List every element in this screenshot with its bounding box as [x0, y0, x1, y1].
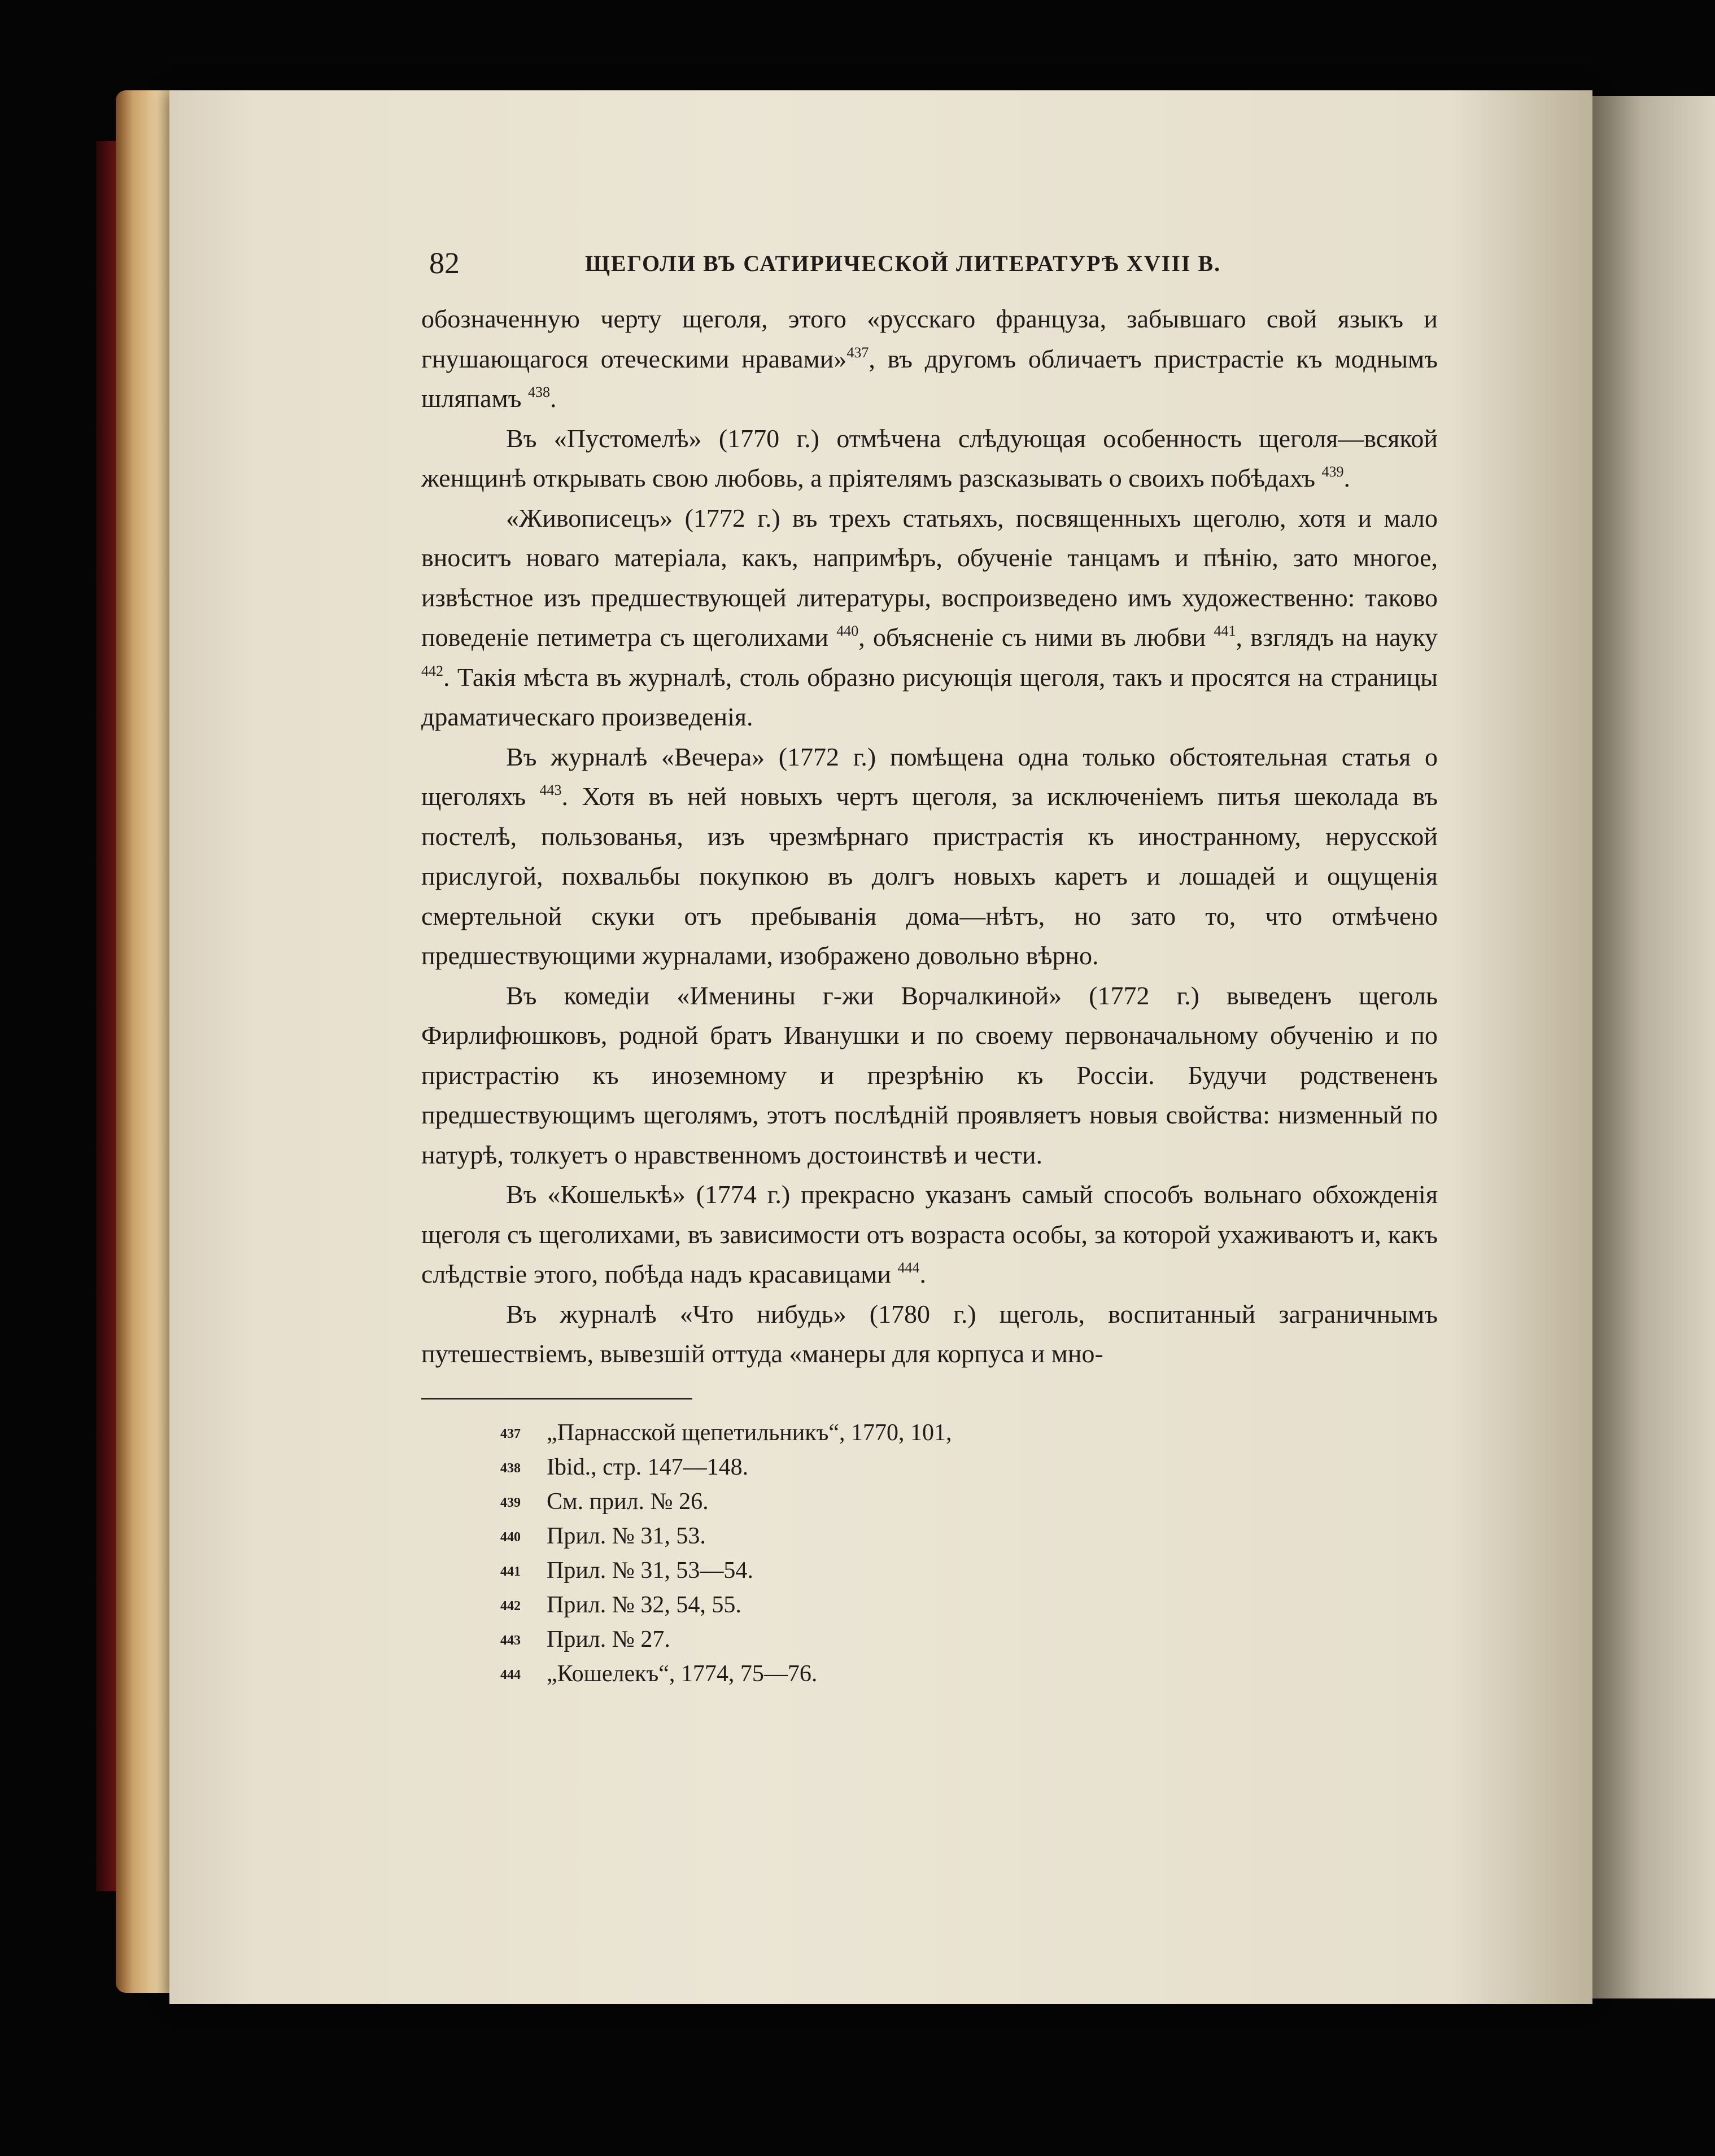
footnote-number: 438: [500, 1460, 521, 1476]
text-column: [421, 246, 1438, 1692]
footnote: [500, 1416, 1438, 1451]
footnote-number: 439: [500, 1495, 521, 1510]
footnote-number: 440: [500, 1529, 521, 1545]
paragraph-text: , въ другомъ обличаетъ пристрастіе къ моднымъ шляпамъ: [421, 344, 1438, 413]
paragraph-text: Въ журналѣ «Что нибудь» (1780 г.) щеголь, воспитанный заграничнымъ путешествіемъ, вывезшій оттуда «манеры для корпуса и мно-: [421, 1299, 1438, 1368]
footnote-text: Прил. № 32, 54, 55.: [547, 1591, 741, 1618]
paragraph-text: Въ «Пустомелѣ» (1770 г.) отмѣчена слѣдующая особенность щеголя—всякой женщинѣ открывать свою любовь, а пріятелямъ разсказывать о своихъ побѣдахъ: [421, 423, 1438, 492]
running-head: ЩЕГОЛИ ВЪ САТИРИЧЕСКОЙ ЛИТЕРАТУРѢ XVIII В.: [585, 251, 1221, 276]
footnote-text: Ibid., стр. 147—148.: [547, 1454, 749, 1480]
footnote-ref[interactable]: 438: [527, 384, 550, 400]
paragraph: [421, 1175, 1438, 1295]
footnote-number: 444: [500, 1667, 521, 1682]
footnote: [500, 1451, 1438, 1485]
body-text: [421, 299, 1438, 1374]
footnote: [500, 1520, 1438, 1554]
footnote-number: 442: [500, 1598, 521, 1613]
paragraph-text: Въ «Кошелькѣ» (1774 г.) прекрасно указанъ самый способъ вольнаго обхожденія щеголя съ щеголихами, въ зависимости отъ возраста особы, за которой ухаживаютъ и, какъ слѣдствіе этого, побѣда надъ красавицами: [421, 1180, 1438, 1288]
page-header: [421, 246, 1438, 299]
paragraph: [421, 498, 1438, 737]
paragraph-text: . Хотя въ ней новыхъ чертъ щеголя, за исключеніемъ питья шеколада въ постелѣ, пользованья, изъ чрезмѣрнаго пристрастія къ иностранному, нерусской прислугой, похвальбы покупкою въ долгъ новыхъ каретъ и лошадей и ощущенія смертельной скуки отъ пребыванія дома—нѣтъ, но зато то, что отмѣчено предшествующими журналами, изображено довольно вѣрно.: [421, 782, 1438, 970]
paragraph-text: .: [919, 1260, 926, 1288]
paragraph-text: , взглядъ на науку: [1236, 623, 1438, 651]
footnote: [500, 1658, 1438, 1692]
paragraph-text: .: [1343, 463, 1351, 492]
paragraph-text: Въ журналѣ «Вечера» (1772 г.) помѣщена одна только обстоятельная статья о щеголяхъ: [421, 742, 1438, 811]
footnote: [500, 1589, 1438, 1623]
footnote-ref[interactable]: 443: [539, 782, 562, 798]
paragraph: [421, 737, 1438, 976]
footnote-ref[interactable]: 439: [1321, 463, 1344, 480]
footnote-text: Прил. № 31, 53—54.: [547, 1557, 753, 1584]
footnotes: [421, 1416, 1438, 1692]
paragraph-text: , объясненіе съ ними въ любви: [858, 623, 1214, 651]
paragraph-text: Въ комедіи «Именины г-жи Ворчалкиной» (1772 г.) выведенъ щеголь Фирлифюшковъ, родной братъ Иванушки и по своему первоначальному обученію и по пристрастію къ иноземному и презрѣнію къ Россіи. Будучи родствененъ предшествующимъ щеголямъ, этотъ послѣдній проявляетъ новыя свойства: низменный по натурѣ, толкуетъ о нравственномъ достоинствѣ и чести.: [421, 981, 1438, 1169]
paragraph: [421, 419, 1438, 498]
footnote-ref[interactable]: 440: [836, 623, 859, 639]
paragraph-text: «Живописецъ» (1772 г.) въ трехъ статьяхъ, посвященныхъ щеголю, хотя и мало вноситъ новаго матеріала, какъ, напримѣръ, обученіе танцамъ и пѣнію, зато многое, извѣстное изъ предшествующей литературы, воспроизведено имъ художественно: таково поведеніе петиметра съ щеголихами: [421, 503, 1438, 651]
footnote-number: 443: [500, 1633, 521, 1648]
footnote-text: См. прил. № 26.: [547, 1488, 709, 1515]
paragraph-text: обозначенную черту щеголя, этого «русскаго француза, забывшаго свой языкъ и гнушающагося отеческими нравами»: [421, 304, 1438, 373]
footnote-ref[interactable]: 444: [897, 1260, 920, 1276]
footnote-text: „Кошелекъ“, 1774, 75—76.: [547, 1660, 818, 1687]
footnote-text: „Парнасской щепетильникъ“, 1770, 101,: [547, 1419, 952, 1446]
footnote-ref[interactable]: 442: [421, 662, 443, 679]
footnote: [500, 1623, 1438, 1658]
footnote-number: 437: [500, 1426, 521, 1441]
footnote-ref[interactable]: 441: [1214, 623, 1236, 639]
footnote-number: 441: [500, 1564, 521, 1579]
footnote-ref[interactable]: 437: [846, 344, 869, 361]
paragraph: [421, 1295, 1438, 1374]
paragraph-text: .: [549, 384, 557, 413]
footnote: [500, 1485, 1438, 1520]
footnote-text: Прил. № 31, 53.: [547, 1523, 706, 1549]
footnote-rule: [421, 1398, 692, 1400]
book-cover: [96, 141, 119, 1891]
page-number: 82: [429, 246, 460, 280]
paragraph: [421, 976, 1438, 1175]
footnote: [500, 1554, 1438, 1589]
paragraph: [421, 299, 1438, 419]
facing-page-edge: [1592, 96, 1715, 1998]
footnote-text: Прил. № 27.: [547, 1626, 670, 1652]
paragraph-text: . Такія мѣста въ журналѣ, столь образно рисующія щеголя, такъ и просятся на страницы драматическаго произведенія.: [421, 662, 1438, 731]
